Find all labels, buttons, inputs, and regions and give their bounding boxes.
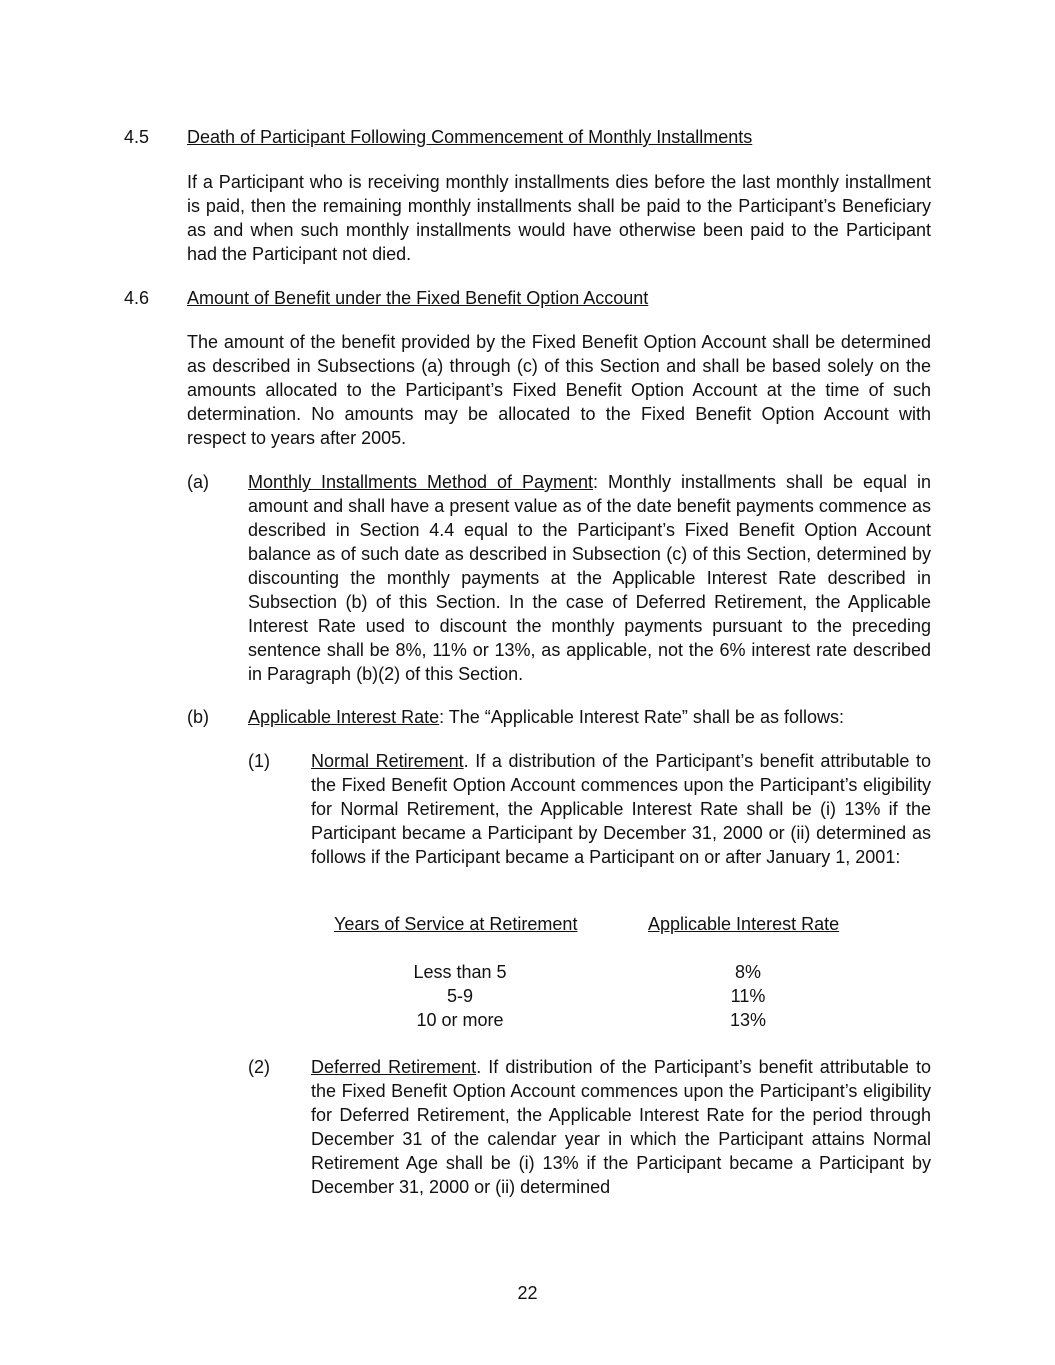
- subsection-a-label: (a): [187, 472, 209, 492]
- paragraph-1: [311, 749, 931, 869]
- rate-table-years-cell: Less than 5: [413, 962, 507, 982]
- subsection-b-paragraph: [248, 705, 931, 729]
- section-4-6-heading: Amount of Benefit under the Fixed Benefit Option Account: [187, 288, 649, 308]
- paragraph-2-body: . If distribution of the Participant’s benefit attributable to the Fixed Benefit Option Account commences upon the Participant’s eligibility for Deferred Retirement, the Applicable Interest Rate for the period through December 31 of the calendar year in which the Participant attains Normal Retirement Age shall be (i) 13% if the Participant became a Participant by December 31, 2000 or (ii) determined: [311, 1057, 931, 1197]
- rate-table-rate-cell: 11%: [730, 986, 766, 1006]
- rate-table-years-cell: 10 or more: [416, 1010, 504, 1030]
- page-number: 22: [517, 1283, 538, 1303]
- rate-table-header-years: Years of Service at Retirement: [334, 914, 578, 934]
- subsection-b-label: (b): [187, 707, 209, 727]
- section-4-5-heading: Death of Participant Following Commencement of Monthly Installments: [187, 127, 753, 147]
- subsection-a-body: : Monthly installments shall be equal in amount and shall have a present value as of the date benefit payments commence as described in Section 4.4 equal to the Participant’s Fixed Benefit Option Account balance as of such date as described in Subsection (c) of this Section, determined by discounting the monthly payments at the Applicable Interest Rate described in Subsection (b) of this Section. In the case of Deferred Retirement, the Applicable Interest Rate used to discount the monthly payments pursuant to the preceding sentence shall be 8%, 11% or 13%, as applicable, not the 6% interest rate described in Paragraph (b)(2) of this Section.: [248, 472, 931, 684]
- rate-table-header-rate: Applicable Interest Rate: [648, 914, 840, 934]
- subsection-b-body: : The “Applicable Interest Rate” shall be as follows:: [439, 707, 844, 727]
- section-4-6-number: 4.6: [124, 288, 150, 308]
- rate-table-rate-cell: 8%: [734, 962, 761, 982]
- paragraph-2-title: Deferred Retirement: [311, 1057, 477, 1077]
- section-4-5-number: 4.5: [124, 127, 150, 147]
- rate-table-rate-cell: 13%: [729, 1010, 767, 1030]
- paragraph-1-body: . If a distribution of the Participant’s benefit attributable to the Fixed Benefit Option Account commences upon the Participant’s eligibility for Normal Retirement, the Applicable Interest Rate shall be (i) 13% if the Participant became a Participant by December 31, 2000 or (ii) determined as follows if the Participant became a Participant on or after January 1, 2001:: [311, 751, 932, 867]
- subsection-a-paragraph: [248, 470, 931, 686]
- paragraph-2: [311, 1055, 931, 1199]
- section-4-5-body: If a Participant who is receiving monthly installments dies before the last monthly installment is paid, then the remaining monthly installments shall be paid to the Participant’s Beneficiary as and when such monthly installments would have otherwise been paid to the Participant had the Participant not died.: [187, 172, 931, 264]
- paragraph-1-title: Normal Retirement: [311, 751, 464, 771]
- paragraph-1-label: (1): [248, 751, 270, 771]
- rate-table-years-cell: 5-9: [446, 986, 473, 1006]
- subsection-b-title: Applicable Interest Rate: [248, 707, 440, 727]
- subsection-a-title: Monthly Installments Method of Payment: [248, 472, 594, 492]
- section-4-6-body: The amount of the benefit provided by the Fixed Benefit Option Account shall be determined as described in Subsections (a) through (c) of this Section and shall be based solely on the amounts allocated to the Participant’s Fixed Benefit Option Account at the time of such determination. No amounts may be allocated to the Fixed Benefit Option Account with respect to years after 2005.: [187, 332, 931, 448]
- paragraph-2-label: (2): [248, 1057, 270, 1077]
